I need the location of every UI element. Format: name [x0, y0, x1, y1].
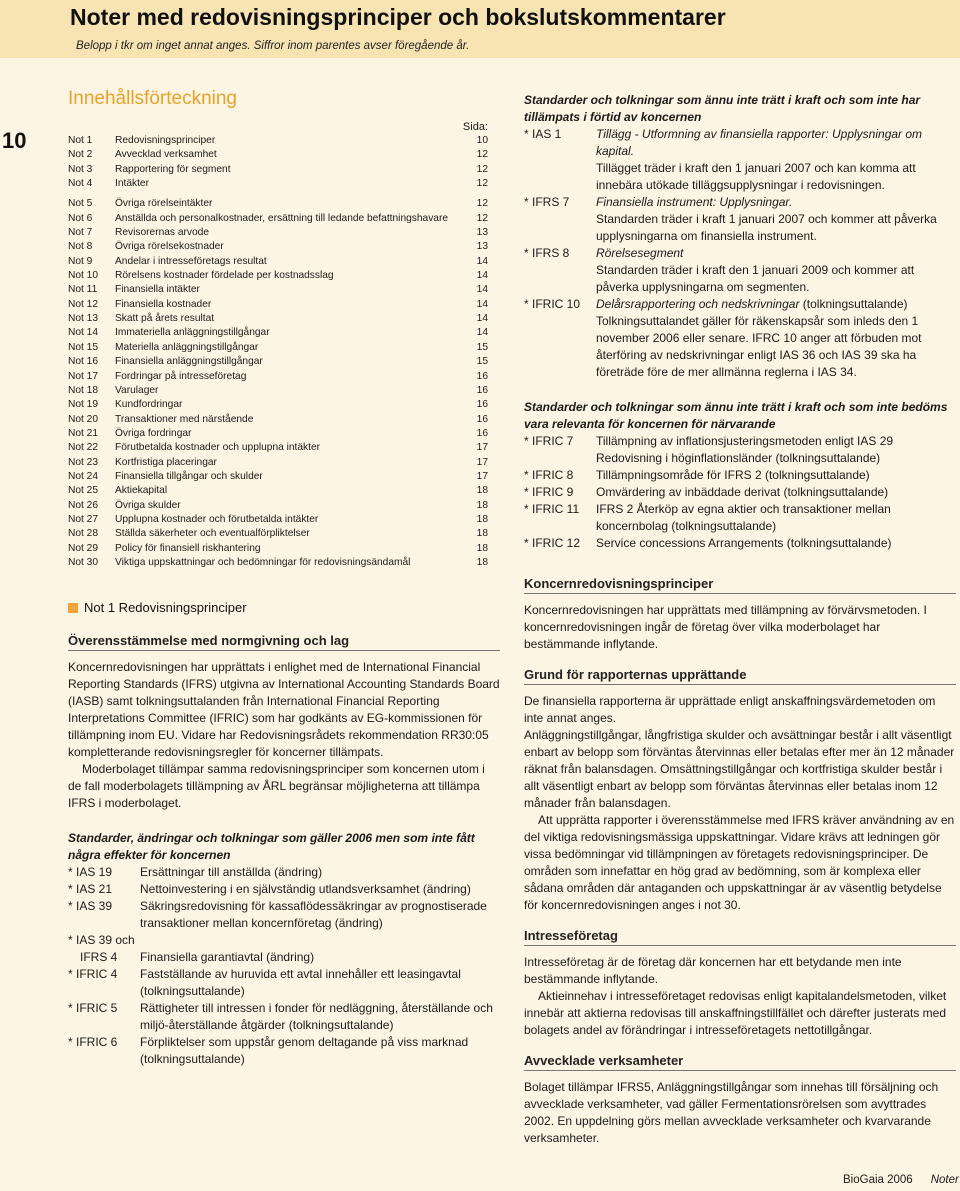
right-column [524, 92, 956, 1147]
toc-row [68, 398, 500, 412]
toc-note-title: Varulager [115, 384, 159, 396]
standard-code: * IFRS 8 [524, 246, 570, 260]
toc-page-number: 16 [476, 427, 488, 439]
toc-page-number: 18 [476, 528, 488, 540]
standard-description: Tillägget träder i kraft den 1 januari 2007 och kan komma att innebära utökade tilläggsupplysningar i redovisningen. [596, 161, 916, 192]
standard-row [68, 949, 500, 966]
toc-note-number: Not 19 [68, 399, 99, 411]
toc-row [68, 197, 500, 211]
standard-description: Service concessions Arrangements (tolkningsuttalande) [596, 536, 892, 550]
toc-page-number: 16 [476, 384, 488, 396]
toc-note-title: Revisorernas arvode [115, 227, 209, 239]
standard-title-text: Tillägg - Utformning av finansiella rapporter: Upplysningar om kapital. [596, 127, 923, 158]
standard-description: IFRS 2 Återköp av egna aktier och transaktioner mellan koncernbolag (tolkningsuttalande) [596, 502, 891, 533]
toc-page-number: 14 [476, 284, 488, 296]
standard-title [596, 126, 956, 160]
toc-row [68, 240, 500, 254]
standard-row [68, 966, 500, 1000]
standard-code: * IFRIC 5 [68, 1001, 118, 1016]
intresse-heading: Intresseföretag [524, 928, 956, 946]
toc-page-number: 13 [476, 227, 488, 239]
toc-row [68, 134, 500, 148]
not-relevant-list [524, 433, 956, 552]
standard-description: Förpliktelser som uppstår genom deltagande på viss marknad (tolkningsuttalande) [140, 1035, 469, 1067]
standard-row [68, 864, 500, 881]
koncern-heading: Koncernredovisningsprinciper [524, 576, 956, 594]
standard-title-text: Delårsrapportering och nedskrivningar [596, 297, 800, 311]
left-column [68, 88, 500, 1068]
toc-note-title: Aktiekapital [115, 485, 168, 497]
compliance-heading: Överensstämmelse med normgivning och lag [68, 633, 500, 651]
standard-code: * IAS 39 [68, 899, 113, 914]
toc-row [68, 355, 500, 369]
standard-title [596, 194, 956, 211]
standard-description: Tillämpning av inflationsjusteringsmetoden enligt IAS 29 Redovisning i höginflationsländer (tolkningsuttalande) [596, 434, 894, 465]
toc-row [68, 177, 500, 191]
toc-note-title: Policy för finansiell riskhantering [115, 542, 261, 554]
toc-note-number: Not 16 [68, 356, 99, 368]
standard-entry [596, 245, 956, 296]
toc-note-title: Övriga rörelseintäkter [115, 198, 213, 210]
toc-page-number: 14 [476, 327, 488, 339]
toc-row [68, 163, 500, 177]
toc-note-number: Not 12 [68, 298, 99, 310]
toc-heading: Innehållsförteckning [68, 88, 237, 109]
standard-row [524, 501, 956, 535]
standard-row [524, 296, 956, 381]
standard-description: Standarden träder i kraft 1 januari 2007 och kommer att påverka upplysningarna om finansiella instrument. [596, 212, 937, 243]
toc-row [68, 298, 500, 312]
toc-row [68, 427, 500, 441]
standard-description: Standarden träder i kraft den 1 januari 2009 och kommer att påverka upplysningarna om segmenten. [596, 263, 915, 294]
toc-page-number: 14 [476, 270, 488, 282]
footer-section: Noter [930, 1174, 959, 1186]
toc-note-title: Kundfordringar [115, 399, 183, 411]
toc-row [68, 283, 500, 297]
standard-description: Säkringsredovisning för kassaflödessäkringar av prognostiserade transaktioner mellan koncernföretag (ändring) [140, 899, 487, 931]
toc-note-number: Not 25 [68, 485, 99, 497]
standard-description: Rättigheter till intressen i fonder för nedläggning, återställande och miljö-återställande åtgärder (tolkningsuttalande) [140, 1001, 493, 1033]
standard-row [524, 126, 956, 194]
footer-company: BioGaia 2006 [843, 1174, 913, 1186]
toc-page-number: 16 [476, 413, 488, 425]
standard-code: * IFRS 7 [524, 195, 570, 209]
standard-description: Tolkningsuttalandet gäller för räkenskapsår som inleds den 1 november 2006 eller senare. IFRC 10 anger att förbuden mot återföring av nedskrivningar enligt IAS 36 och IAS 39 ska ha företräde före de mer allmänna reglerna i IAS 34. [596, 314, 922, 379]
intresse-paragraph-1: Intresseföretag är de företag där koncernen har ett betydande men inte bestämmande inflytande. [524, 955, 902, 986]
toc-row [68, 470, 500, 484]
toc-note-title: Immateriella anläggningstillgångar [115, 327, 270, 339]
standard-row [68, 1000, 500, 1034]
standard-code: * IFRIC 6 [68, 1035, 118, 1050]
not-yet-list [524, 126, 956, 381]
changes-heading: Standarder, ändringar och tolkningar som gäller 2006 men som inte fått några effekter för koncernen [68, 831, 475, 863]
standard-row [524, 433, 956, 467]
toc-note-number: Not 27 [68, 513, 99, 525]
toc-note-title: Finansiella tillgångar och skulder [115, 470, 263, 482]
standard-row [524, 245, 956, 296]
standard-entry [596, 296, 956, 381]
page-subtitle: Belopp i tkr om inget annat anges. Siffror inom parentes avser föregående år. [76, 40, 470, 52]
toc-note-title: Skatt på årets resultat [115, 313, 215, 325]
standard-row [524, 194, 956, 245]
toc-note-title: Rörelsens kostnader fördelade per kostnadsslag [115, 270, 334, 282]
intresse-paragraph-2: Aktieinnehav i intresseföretaget redovisas enligt kapitalandelsmetoden, vilket innebär att aktierna redovisas till anskaffningstillfället och därefter justerats med bolagets andel av förändringar i intresseföretagets nettotillgångar. [524, 989, 947, 1037]
toc-note-title: Rapportering för segment [115, 163, 231, 175]
standard-code: * IAS 19 [68, 865, 113, 880]
standard-code: * IFRIC 12 [524, 536, 581, 550]
avveck-heading: Avvecklade verksamheter [524, 1053, 956, 1071]
toc-note-number: Not 15 [68, 341, 99, 353]
toc-note-title: Övriga fordringar [115, 427, 192, 439]
toc-row [68, 370, 500, 384]
toc-row [68, 148, 500, 162]
toc-note-number: Not 4 [68, 178, 93, 190]
grund-paragraph-1: De finansiella rapporterna är upprättade enligt anskaffningsvärdemetoden om inte annat anges. [524, 694, 936, 725]
toc-row [68, 255, 500, 269]
toc-note-number: Not 23 [68, 456, 99, 468]
toc-page-number: 18 [476, 485, 488, 497]
page-number: 10 [2, 128, 27, 153]
standard-row [68, 881, 500, 898]
toc-page-number: 10 [476, 135, 488, 146]
standard-code: IFRS 4 [80, 950, 118, 965]
toc-row [68, 484, 500, 498]
toc-page-number: 13 [476, 241, 488, 253]
toc-row [68, 556, 500, 570]
toc-note-number: Not 6 [68, 212, 93, 224]
standard-title-text: Rörelsesegment [596, 246, 684, 260]
grund-paragraph-2: Anläggningstillgångar, långfristiga skulder och avsättningar består i allt väsentligt enbart av belopp som förväntas återvinnas eller betalas efter mer än 12 månader räknat från balansdagen. Omsättningstillgångar och kortfristiga skulder består i allt väsentligt enbart av belopp som förväntas återvinnas eller betalas inom 12 månader från balansdagen. [524, 728, 955, 810]
toc-page-number: 12 [476, 149, 488, 161]
standard-description: Fastställande av huruvida ett avtal innehåller ett leasingavtal (tolkningsuttalande) [140, 967, 461, 999]
toc-note-number: Not 17 [68, 370, 99, 382]
toc-note-number: Not 28 [68, 528, 99, 540]
toc-note-title: Anställda och personalkostnader, ersättning till ledande befattningshavare [115, 212, 449, 224]
toc-note-title: Viktiga uppskattningar och bedömningar för redovisningsändamål [115, 556, 411, 568]
toc-page-number: 17 [476, 470, 488, 482]
toc-note-number: Not 18 [68, 384, 99, 396]
page-title: Noter med redovisningsprinciper och bokslutskommentarer [70, 4, 726, 30]
standard-row [524, 535, 956, 552]
toc-page-number: 18 [476, 556, 488, 568]
toc-page-number: 18 [476, 542, 488, 554]
standard-row [524, 484, 956, 501]
compliance-paragraph-2: Moderbolaget tillämpar samma redovisningsprinciper som koncernen utom i de fall moderbolagets tillämpning av ÅRL begränsar möjligheterna att tillämpa IFRS i moderbolaget. [68, 762, 485, 811]
toc-row [68, 513, 500, 527]
toc-row [68, 456, 500, 470]
standard-code: * IFRIC 7 [524, 434, 574, 448]
toc-page-number: 14 [476, 298, 488, 310]
toc-page-number: 12 [476, 212, 488, 224]
standard-entry [596, 194, 956, 245]
toc-page-number: 18 [476, 499, 488, 511]
not-relevant-heading: Standarder och tolkningar som ännu inte trätt i kraft och som inte bedöms vara relevanta för koncernen för närvarande [524, 400, 948, 431]
standard-code: * IFRIC 11 [524, 502, 580, 516]
toc-note-number: Not 24 [68, 470, 99, 482]
toc-note-number: Not 29 [68, 542, 99, 554]
toc-note-number: Not 1 [68, 135, 93, 146]
toc-row [68, 499, 500, 513]
toc-row [68, 341, 500, 355]
toc-row [68, 212, 500, 226]
not-yet-heading: Standarder och tolkningar som ännu inte trätt i kraft och som inte har tillämpats i förtid av koncernen [524, 93, 921, 124]
toc-row [68, 326, 500, 340]
footer [843, 1174, 959, 1186]
toc-note-title: Avvecklad verksamhet [115, 149, 217, 161]
koncern-paragraph: Koncernredovisningen har upprättats med tillämpning av förvärvsmetoden. I koncernredovisningen ingår de företag över vilka moderbolaget har bestämmande inflytande. [524, 603, 927, 651]
toc-note-number: Not 5 [68, 198, 93, 210]
standard-code: * IAS 1 [524, 127, 562, 141]
toc-page-number: 17 [476, 442, 488, 454]
toc-row [68, 312, 500, 326]
standard-code: * IFRIC 9 [524, 485, 574, 499]
avveck-paragraph: Bolaget tillämpar IFRS5, Anläggningstillgångar som innehas till försäljning och avvecklade verksamheter, vad gäller Fermentationsrörelsen som avyttrades 2002. En uppdelning görs mellan avvecklade verksamheter och kvarvarande verksamheter. [524, 1080, 939, 1145]
toc-page-number: 16 [476, 399, 488, 411]
toc-note-title: Övriga skulder [115, 499, 181, 511]
toc-note-number: Not 8 [68, 241, 93, 253]
standard-code: * IAS 21 [68, 882, 113, 897]
standard-row [524, 467, 956, 484]
toc-note-number: Not 26 [68, 499, 99, 511]
toc-page-number: 12 [476, 163, 488, 175]
toc-page-number: 16 [476, 370, 488, 382]
grund-heading: Grund för rapporternas upprättande [524, 667, 956, 685]
toc-note-title: Fordringar på intresseföretag [115, 370, 247, 382]
compliance-paragraph-1: Koncernredovisningen har upprättats i enlighet med de International Financial Reporting Standards (IFRS) utgivna av International Accounting Standards Board (IASB) samt tolkningsuttalanden från International Financial Reporting Interpretations Committee (IFRIC) som har godkänts av EG-kommissionen för tillämpning inom EU. Vidare har Redovisningsrådets rekommendation RR30:05 kompletterande redovisningsregler för koncerner tillämpats. [68, 660, 500, 760]
standard-description [140, 932, 500, 949]
toc-note-title: Materiella anläggningstillgångar [115, 341, 259, 353]
toc-page-number: 15 [476, 341, 488, 353]
toc-page-number: 12 [476, 178, 488, 190]
standard-title [596, 245, 956, 262]
toc-note-number: Not 2 [68, 149, 93, 161]
standard-row [68, 932, 500, 949]
standard-row [68, 1034, 500, 1068]
note1-heading-text: Not 1 Redovisningsprinciper [84, 600, 247, 616]
toc-page-number: 14 [476, 313, 488, 325]
toc-note-title: Redovisningsprinciper [115, 135, 216, 146]
toc-note-title: Förutbetalda kostnader och upplupna intäkter [115, 442, 321, 454]
toc-note-number: Not 22 [68, 442, 99, 454]
toc-note-title: Kortfristiga placeringar [115, 456, 217, 468]
standard-title-suffix: (tolkningsuttalande) [799, 297, 908, 311]
standard-code: * IFRIC 10 [524, 297, 581, 311]
standard-code: * IFRIC 8 [524, 468, 574, 482]
toc-note-number: Not 20 [68, 413, 99, 425]
orange-square-icon [68, 603, 78, 613]
toc-note-title: Ställda säkerheter och eventualförpliktelser [115, 528, 310, 540]
grund-paragraph-3: Att upprätta rapporter i överensstämmelse med IFRS kräver användning av en del viktiga redovisningsmässiga uppskattningar. Vidare krävs att ledningen gör vissa bedömningar vid tillämpningen av företagets redovisningsprinciper. De områden som innefattar en hög grad av bedömning, som är komplexa eller sådana områden där antaganden och uppskattningar är av väsentlig betydelse för koncernredovisningen anges i not 30. [524, 813, 955, 912]
toc-page-number: 15 [476, 356, 488, 368]
standard-description: Ersättningar till anställda (ändring) [140, 865, 323, 880]
toc-page-number: 18 [476, 513, 488, 525]
standard-description: Finansiella garantiavtal (ändring) [140, 950, 315, 965]
toc-note-title: Finansiella intäkter [115, 284, 200, 296]
standard-entry [596, 126, 956, 194]
standard-code: * IAS 39 och [68, 933, 135, 948]
toc-row [68, 226, 500, 240]
toc-note-number: Not 7 [68, 227, 93, 239]
toc-note-title: Transaktioner med närstående [115, 413, 254, 425]
toc-note-number: Not 9 [68, 255, 93, 267]
toc-row [68, 542, 500, 556]
toc-note-title: Andelar i intresseföretags resultat [115, 255, 267, 267]
toc-list [68, 134, 500, 570]
toc-note-number: Not 3 [68, 163, 93, 175]
toc-note-number: Not 21 [68, 427, 99, 439]
standard-description: Tillämpningsområde för IFRS 2 (tolkningsuttalande) [596, 468, 870, 482]
standard-description: Nettoinvestering i en självständig utlandsverksamhet (ändring) [140, 882, 471, 897]
toc-page-number: 17 [476, 456, 488, 468]
note1-heading [68, 600, 500, 615]
toc-note-number: Not 13 [68, 313, 99, 325]
toc-note-number: Not 10 [68, 270, 99, 282]
standard-row [68, 898, 500, 932]
toc-note-number: Not 30 [68, 556, 99, 568]
toc-page-number: 14 [476, 255, 488, 267]
toc-row [68, 441, 500, 455]
toc-note-title: Finansiella anläggningstillgångar [115, 356, 263, 368]
toc-row [68, 527, 500, 541]
standard-title [596, 296, 956, 313]
standard-title-text: Finansiella instrument: Upplysningar. [596, 195, 793, 209]
standard-code: * IFRIC 4 [68, 967, 118, 982]
toc-note-title: Finansiella kostnader [115, 298, 212, 310]
toc-note-number: Not 11 [68, 284, 98, 296]
toc-page-number: 12 [476, 198, 488, 210]
toc-row [68, 269, 500, 283]
changes-list [68, 864, 500, 1068]
standard-description: Omvärdering av inbäddade derivat (tolkningsuttalande) [596, 485, 889, 499]
toc-row [68, 384, 500, 398]
toc-note-title: Intäkter [115, 178, 149, 190]
toc-note-title: Övriga rörelsekostnader [115, 241, 224, 253]
toc-page-label: Sida: [462, 121, 488, 133]
toc-note-title: Upplupna kostnader och förutbetalda intäkter [115, 513, 319, 525]
toc-row [68, 413, 500, 427]
toc-note-number: Not 14 [68, 327, 99, 339]
